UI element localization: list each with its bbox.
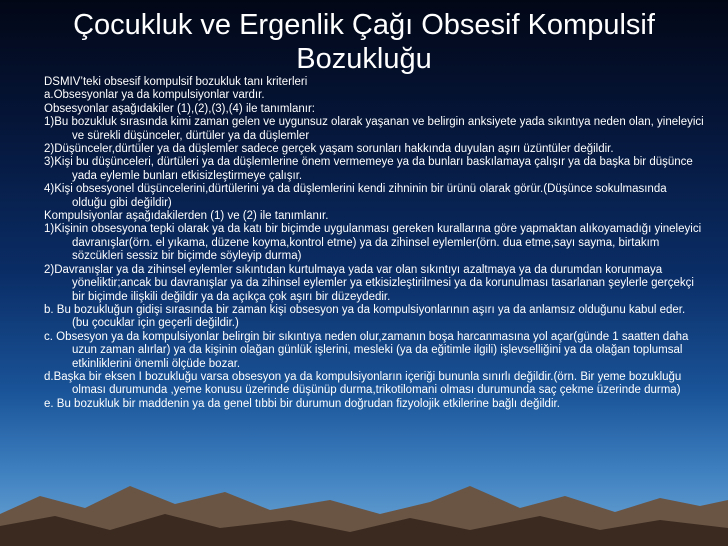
criterion-d: d.Başka bir eksen I bozukluğu varsa obsesyon ya da kompulsiyonların içeriği bununla sınırlı değildir.(örn. Bir yeme bozukluğu olması durumunda ,yeme konusu üzerinde düşünüp durma,trikotilomani olması durumunda saç çekme üzerinde durma) [44,370,682,397]
criterion-a: a.Obsesyonlar ya da kompulsiyonlar vardır. [44,89,265,102]
criteria-intro: DSMIV’teki obsesif kompulsif bozukluk tanı kriterleri [44,76,308,88]
criterion-e: e. Bu bozukluk bir maddenin ya da genel tıbbi bir durumun doğrudan fizyolojik etkilerine bağlı değildir. [44,397,560,410]
obsessions-definition: Obsesyonlar aşağıdakiler (1),(2),(3),(4) ile tanımlanır: [44,102,315,115]
title-line-2: Bozukluğu [296,43,432,75]
slide-body [44,76,704,411]
compulsion-item-2: 2)Davranışlar ya da zihinsel eylemler sıkıntıdan kurtulmaya yada var olan sıkıntıyı azaltmaya ya da durumdan korunmaya yöneliktir;ancak bu davranışlar ya da zihinsel eylemler ya etkisizleştirilmesi ya da korunulması tasarlanan şeylerle gerçekçi bir biçimde ilişkili değildir ya da açıkça çok aşırı bir düzeydedir. [44,263,694,303]
criterion-b: b. Bu bozukluğun gidişi sırasında bir zaman kişi obsesyon ya da kompulsiyonlarının aşırı ya da anlamsız olduğunu kabul eder. (bu çocuklar için geçerli değildir.) [44,303,686,330]
obsession-item-1: 1)Bu bozukluk sırasında kimi zaman gelen ve uygunsuz olarak yaşanan ve belirgin anksiyete yada sıkıntıya neden olan, yineleyici ve sürekli düşünceler, dürtüler ya da düşlemler [44,116,704,142]
compulsions-definition: Kompulsiyonlar aşağıdakilerden (1) ve (2) ile tanımlanır. [44,210,329,223]
obsession-item-2: 2)Düşünceler,dürtüler ya da düşlemler sadece gerçek yaşam sorunları hakkında duyulan aşırı üzüntüler değildir. [44,143,614,156]
title-line-1: Çocukluk ve Ergenlik Çağı Obsesif Kompulsif [73,9,655,41]
slide-title [40,8,688,76]
obsession-item-4: 4)Kişi obsesyonel düşüncelerini,dürtülerini ya da düşlemlerini kendi zihninin bir ürünü olarak görür.(Düşünce sokulmasında olduğu gibi değildir) [44,183,667,209]
mountain-landscape [0,456,728,546]
criterion-c: c. Obsesyon ya da kompulsiyonlar belirgin bir sıkıntıya neden olur,zamanın boşa harcanmasına yol açar(günde 1 saatten daha uzun zaman alırlar) ya da kişinin olağan günlük işlerini, mesleki (ya da eğitimle ilgili) işlevselliğini ya da olağan toplumsal etkinliklerini önemli ölçüde bozar. [44,330,689,370]
compulsion-item-1: 1)Kişinin obsesyona tepki olarak ya da katı bir biçimde uygulanması gereken kurallarına göre yapmaktan alıkoyamadığı yineleyici davranışlar(örn. el yıkama, düzene koyma,kontrol etme) ya da zihinsel eylemler(örn. dua etme,sayı sayma, birtakım sözcükleri sessiz bir biçimde söyleyip durma) [44,223,702,263]
obsession-item-3: 3)Kişi bu düşünceleri, dürtüleri ya da düşlemlerine önem vermemeye ya da bunları baskılamaya çalışır ya da başka bir düşünce yada eylemle bunları etkisizleştirmeye çalışır. [44,156,693,182]
